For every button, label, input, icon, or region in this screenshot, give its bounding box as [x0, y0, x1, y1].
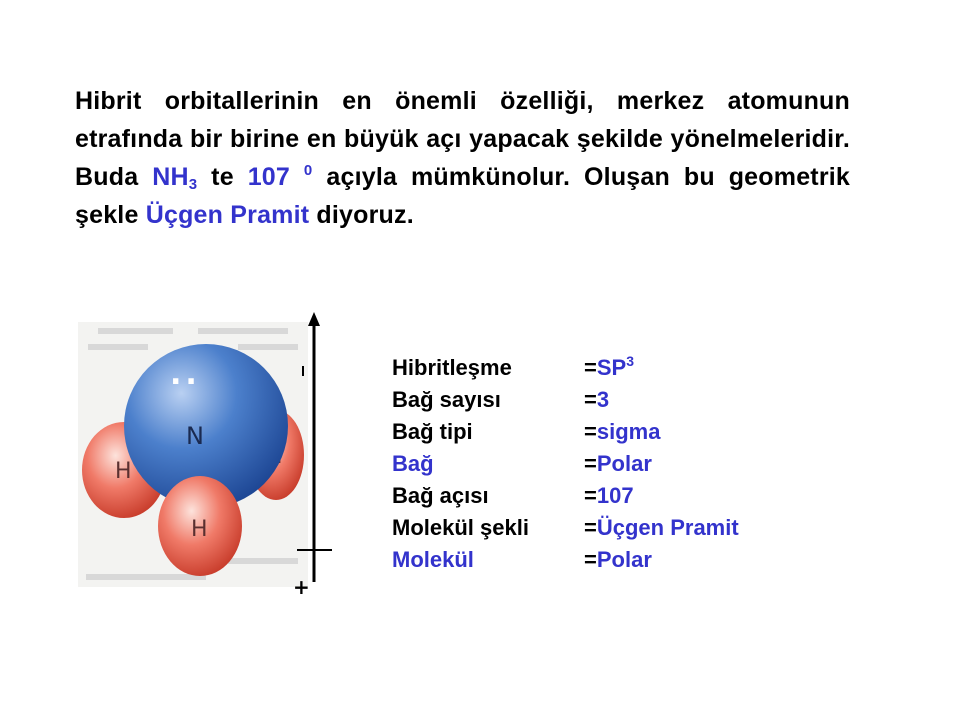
- equals-sign: =: [584, 483, 597, 508]
- dipole-axis: [290, 310, 350, 600]
- property-label: Hibritleşme: [392, 355, 512, 380]
- para-text-2: te: [197, 163, 248, 191]
- equals-sign: =: [584, 419, 597, 444]
- property-row: [392, 352, 739, 384]
- properties-table: [392, 352, 739, 576]
- property-value: Üçgen Pramit: [596, 515, 739, 540]
- equals-sign: =: [584, 387, 597, 412]
- plus-pole-label: +: [293, 575, 310, 599]
- shape-name: Üçgen Pramit: [145, 201, 310, 229]
- para-text-1: Hibrit orbitallerinin en önemli özelliği, merkez atomunun etrafında bir birine en büyük açı yapacak şekilde yönelmeleridir. Buda: [75, 87, 850, 191]
- formula-subscript: 3: [188, 176, 198, 193]
- hybrid-superscript: 3: [626, 353, 635, 369]
- bond-angle-value: 107: [247, 163, 291, 191]
- formula-nh3: [152, 163, 197, 191]
- bottom-hydrogen-atom: [158, 476, 242, 576]
- property-label: Bağ sayısı: [392, 387, 501, 412]
- property-value: Polar: [596, 451, 652, 476]
- para-text-3: açıyla mümkünolur. Oluşan bu geometrik şekle: [75, 163, 850, 229]
- property-row: [392, 416, 739, 448]
- property-label: Molekül: [392, 547, 474, 572]
- equals-sign: =: [584, 515, 597, 540]
- formula-nh: NH: [152, 163, 189, 191]
- property-row: [392, 512, 739, 544]
- property-label: Bağ tipi: [392, 419, 473, 444]
- property-row: [392, 480, 739, 512]
- arrow-up-icon: [308, 312, 320, 326]
- property-row: [392, 544, 739, 576]
- equals-sign: =: [584, 355, 597, 380]
- property-label: Bağ açısı: [392, 483, 489, 508]
- property-value: 3: [596, 387, 610, 412]
- equals-sign: =: [584, 547, 597, 572]
- nitrogen-label: N: [186, 422, 204, 450]
- property-value: Polar: [596, 547, 652, 572]
- ammonia-molecule-image: [78, 322, 308, 587]
- property-row: [392, 448, 739, 480]
- degree-superscript: 0: [303, 162, 313, 179]
- property-row: [392, 384, 739, 416]
- intro-paragraph: [75, 82, 850, 234]
- property-value: [597, 352, 634, 384]
- property-value: sigma: [596, 419, 661, 444]
- para-text-4: diyoruz.: [309, 201, 414, 229]
- property-value: 107: [596, 483, 634, 508]
- property-label: Molekül şekli: [392, 515, 529, 540]
- property-label: Bağ: [392, 451, 434, 476]
- equals-sign: =: [584, 451, 597, 476]
- left-h-label: H: [115, 459, 132, 484]
- lone-pair: ..: [170, 357, 201, 392]
- hybrid-value: SP: [596, 355, 627, 380]
- bottom-h-label: H: [191, 517, 208, 542]
